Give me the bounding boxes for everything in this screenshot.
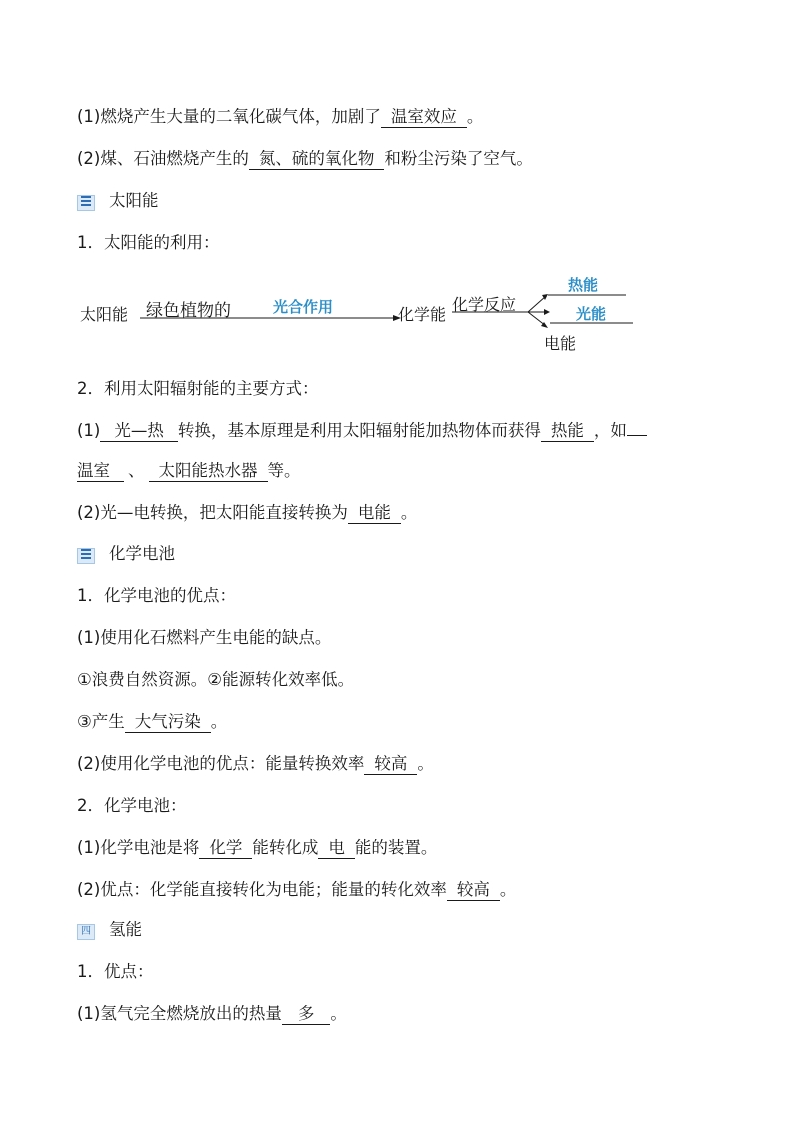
line-text: (2)煤、石油燃烧产生的	[77, 149, 249, 168]
line-text: 。	[417, 754, 434, 773]
question-title	[77, 961, 154, 983]
line-text: 1．太阳能的利用：	[77, 233, 220, 252]
line-text: (1)化学电池是将	[77, 838, 200, 857]
diagram-middle-label: 化学能	[398, 305, 447, 324]
fill-blank-answer: 光—热	[100, 421, 178, 442]
diagram-reaction-label: 化学反应	[452, 295, 517, 314]
line-text: (1)	[77, 421, 101, 440]
question-title	[77, 232, 220, 254]
text-line	[77, 669, 354, 691]
line-text: (2)光—电转换，把太阳能直接转换为	[77, 503, 348, 522]
section-number-icon	[77, 548, 95, 564]
line-text: 能的装置。	[354, 838, 438, 857]
line-text: ③产生	[77, 712, 125, 731]
text-line	[77, 837, 437, 859]
line-text: (1)燃烧产生大量的二氧化碳气体，加剧了	[77, 107, 381, 126]
fill-blank-answer: 化学	[199, 838, 252, 859]
question-title	[77, 585, 236, 607]
text-line	[77, 148, 533, 170]
line-text: (2)优点：化学能直接转化为电能；能量的转化效率	[77, 880, 447, 899]
line-text: (2)使用化学电池的优点：能量转换效率	[77, 754, 365, 773]
text-line	[77, 1003, 347, 1025]
fill-blank-answer: 较高	[447, 880, 500, 901]
question-title	[77, 378, 319, 400]
section-title: 太阳能	[109, 191, 159, 210]
line-text: 和粉尘污染了空气。	[384, 149, 533, 168]
diagram-process-label: 绿色植物的	[146, 301, 231, 321]
section-heading	[77, 190, 159, 212]
line-text: 。	[466, 107, 484, 126]
fill-blank-answer: 温室效应	[381, 107, 467, 128]
line-text: ①浪费自然资源。②能源转化效率低。	[77, 670, 355, 689]
section-heading	[77, 543, 175, 565]
line-text: 。	[330, 1004, 347, 1023]
text-line	[77, 627, 331, 649]
fill-blank-answer: 温室	[77, 461, 124, 482]
line-text: 1．优点：	[77, 962, 154, 981]
fill-blank-answer: 多	[282, 1004, 331, 1025]
line-text: (1)使用化石燃料产生电能的缺点。	[77, 628, 332, 647]
line-text: 2．利用太阳辐射能的主要方式：	[77, 379, 319, 398]
diagram-process-answer: 光合作用	[273, 298, 334, 316]
section-heading	[77, 919, 142, 941]
line-text: 2．化学电池：	[77, 796, 187, 815]
diagram-output-light: 光能	[576, 305, 607, 323]
section-number-icon: 四	[77, 924, 95, 940]
fill-blank-answer	[627, 435, 647, 436]
text-line	[77, 753, 434, 775]
text-line	[77, 460, 301, 482]
line-text: 转换，基本原理是利用太阳辐射能加热物体而获得	[177, 421, 541, 440]
text-line	[77, 711, 227, 733]
fill-blank-answer: 太阳能热水器	[149, 461, 268, 482]
line-text: ，如	[593, 421, 627, 440]
diagram-source-label: 太阳能	[80, 305, 129, 324]
line-text: 1．化学电池的优点：	[77, 586, 236, 605]
section-title: 氢能	[109, 920, 142, 939]
diagram-output-heat: 热能	[568, 276, 599, 294]
fill-blank-answer: 氮、硫的氧化物	[249, 149, 385, 170]
fill-blank-answer: 较高	[364, 754, 417, 775]
fill-blank-answer: 电	[318, 838, 355, 859]
line-text: 。	[499, 880, 517, 899]
text-line	[77, 420, 647, 442]
text-line	[77, 502, 417, 524]
line-text: 。	[210, 712, 228, 731]
section-title: 化学电池	[109, 544, 175, 563]
line-text: 。	[400, 503, 418, 522]
fill-blank-answer: 大气污染	[125, 712, 211, 733]
solar-energy-diagram	[80, 268, 660, 358]
line-text: 等。	[267, 461, 301, 480]
text-line	[77, 106, 483, 128]
diagram-output-electric: 电能	[544, 334, 577, 353]
section-number-icon	[77, 195, 95, 211]
fill-blank-answer: 电能	[348, 503, 401, 524]
question-title	[77, 795, 187, 817]
line-text: 能转化成	[252, 838, 319, 857]
line-text: (1)氢气完全燃烧放出的热量	[77, 1004, 282, 1023]
text-line	[77, 879, 516, 901]
line-text: 、	[128, 461, 145, 480]
fill-blank-answer: 热能	[541, 421, 594, 442]
